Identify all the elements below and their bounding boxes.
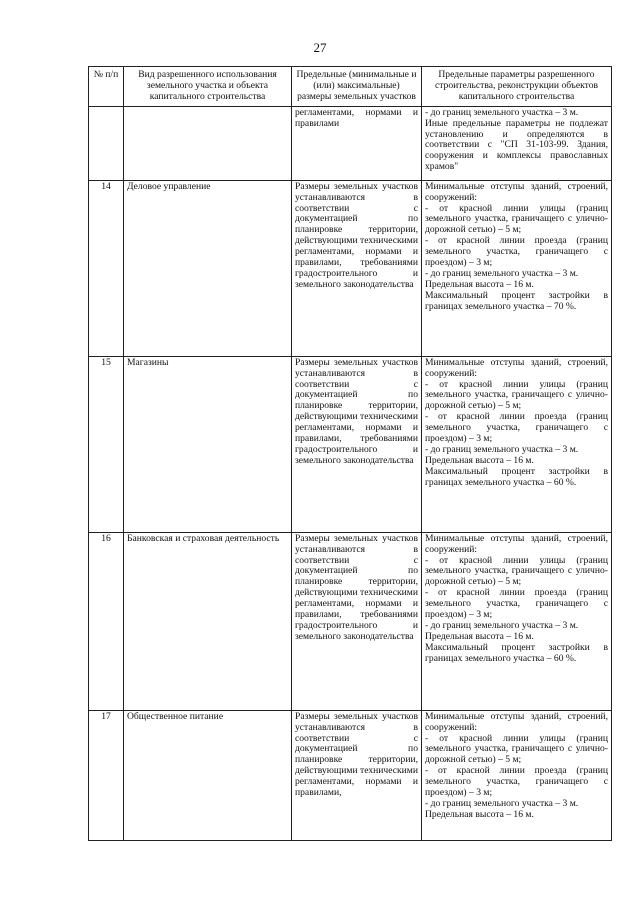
table-row-continuation <box>89 106 612 180</box>
row-num: 16 <box>89 532 124 710</box>
row-use: Общественное питание <box>124 710 292 840</box>
table-row <box>89 356 612 532</box>
row-params: Минимальные отступы зданий, строений, сооружений: - от красной линии улицы (границ земельного участка, граничащего с улично-дорожной сетью) – 5 м; - от красной линии проезда (границ земельного участка, граничащего с проездом) – 3 м; - до границ земельного участка – 3 м. Предельная высота – 16 м. <box>422 710 612 840</box>
cell-num <box>89 106 124 180</box>
row-params: Минимальные отступы зданий, строений, сооружений: - от красной линии улицы (границ земельного участка, граничащего с улично-дорожной сетью) – 5 м; - от красной линии проезда (границ земельного участка, граничащего с проездом) – 3 м; - до границ земельного участка – 3 м. Предельная высота – 16 м. Максимальный процент застройки в границах земельного участка – 70 %. <box>422 180 612 356</box>
regulations-table <box>88 66 612 841</box>
header-num: № п/п <box>89 67 124 107</box>
table-row <box>89 532 612 710</box>
row-limits: Размеры земельных участков устанавливаются в соответствии с документацией по планировке территории, действующими техническими регламентами, нормами и правилами, <box>292 710 422 840</box>
header-use: Вид разрешенного использования земельного участка и объекта капитального строительства <box>124 67 292 107</box>
row-limits: Размеры земельных участков устанавливаются в соответствии с документацией по планировке территории, действующими техническими регламентами, нормами и правилами, требованиями градостроительного и земельного законодательства <box>292 532 422 710</box>
row-num: 14 <box>89 180 124 356</box>
row-limits: Размеры земельных участков устанавливаются в соответствии с документацией по планировке территории, действующими техническими регламентами, нормами и правилами, требованиями градостроительного и земельного законодательства <box>292 180 422 356</box>
row-use: Банковская и страховая деятельность <box>124 532 292 710</box>
table-row <box>89 710 612 840</box>
row-params: Минимальные отступы зданий, строений, сооружений: - от красной линии улицы (границ земельного участка, граничащего с улично-дорожной сетью) – 5 м; - от красной линии проезда (границ земельного участка, граничащего с проездом) – 3 м; - до границ земельного участка – 3 м. Предельная высота – 16 м. Максимальный процент застройки в границах земельного участка – 60 %. <box>422 532 612 710</box>
row-params: Минимальные отступы зданий, строений, сооружений: - от красной линии улицы (границ земельного участка, граничащего с улично-дорожной сетью) – 5 м; - от красной линии проезда (границ земельного участка, граничащего с проездом) – 3 м; - до границ земельного участка – 3 м. Предельная высота – 16 м. Максимальный процент застройки в границах земельного участка – 60 %. <box>422 356 612 532</box>
table-row <box>89 180 612 356</box>
page-number: 27 <box>313 40 327 55</box>
row-use: Магазины <box>124 356 292 532</box>
row-use: Деловое управление <box>124 180 292 356</box>
table-header-row <box>89 67 612 107</box>
header-limits: Предельные (минимальные и (или) максимальные) размеры земельных участков <box>292 67 422 107</box>
cell-limits: регламентами, нормами и правилами <box>292 106 422 180</box>
header-params: Предельные параметры разрешенного строительства, реконструкции объектов капитального строительства <box>422 67 612 107</box>
row-num: 15 <box>89 356 124 532</box>
cell-params: - до границ земельного участка – 3 м. Иные предельные параметры не подлежат установлению и определяются в соответствии с "СП 31-103-99. Здания, сооружения и комплексы православных храмов" <box>422 106 612 180</box>
row-limits: Размеры земельных участков устанавливаются в соответствии с документацией по планировке территории, действующими техническими регламентами, нормами и правилами, требованиями градостроительного и земельного законодательства <box>292 356 422 532</box>
row-num: 17 <box>89 710 124 840</box>
cell-use <box>124 106 292 180</box>
